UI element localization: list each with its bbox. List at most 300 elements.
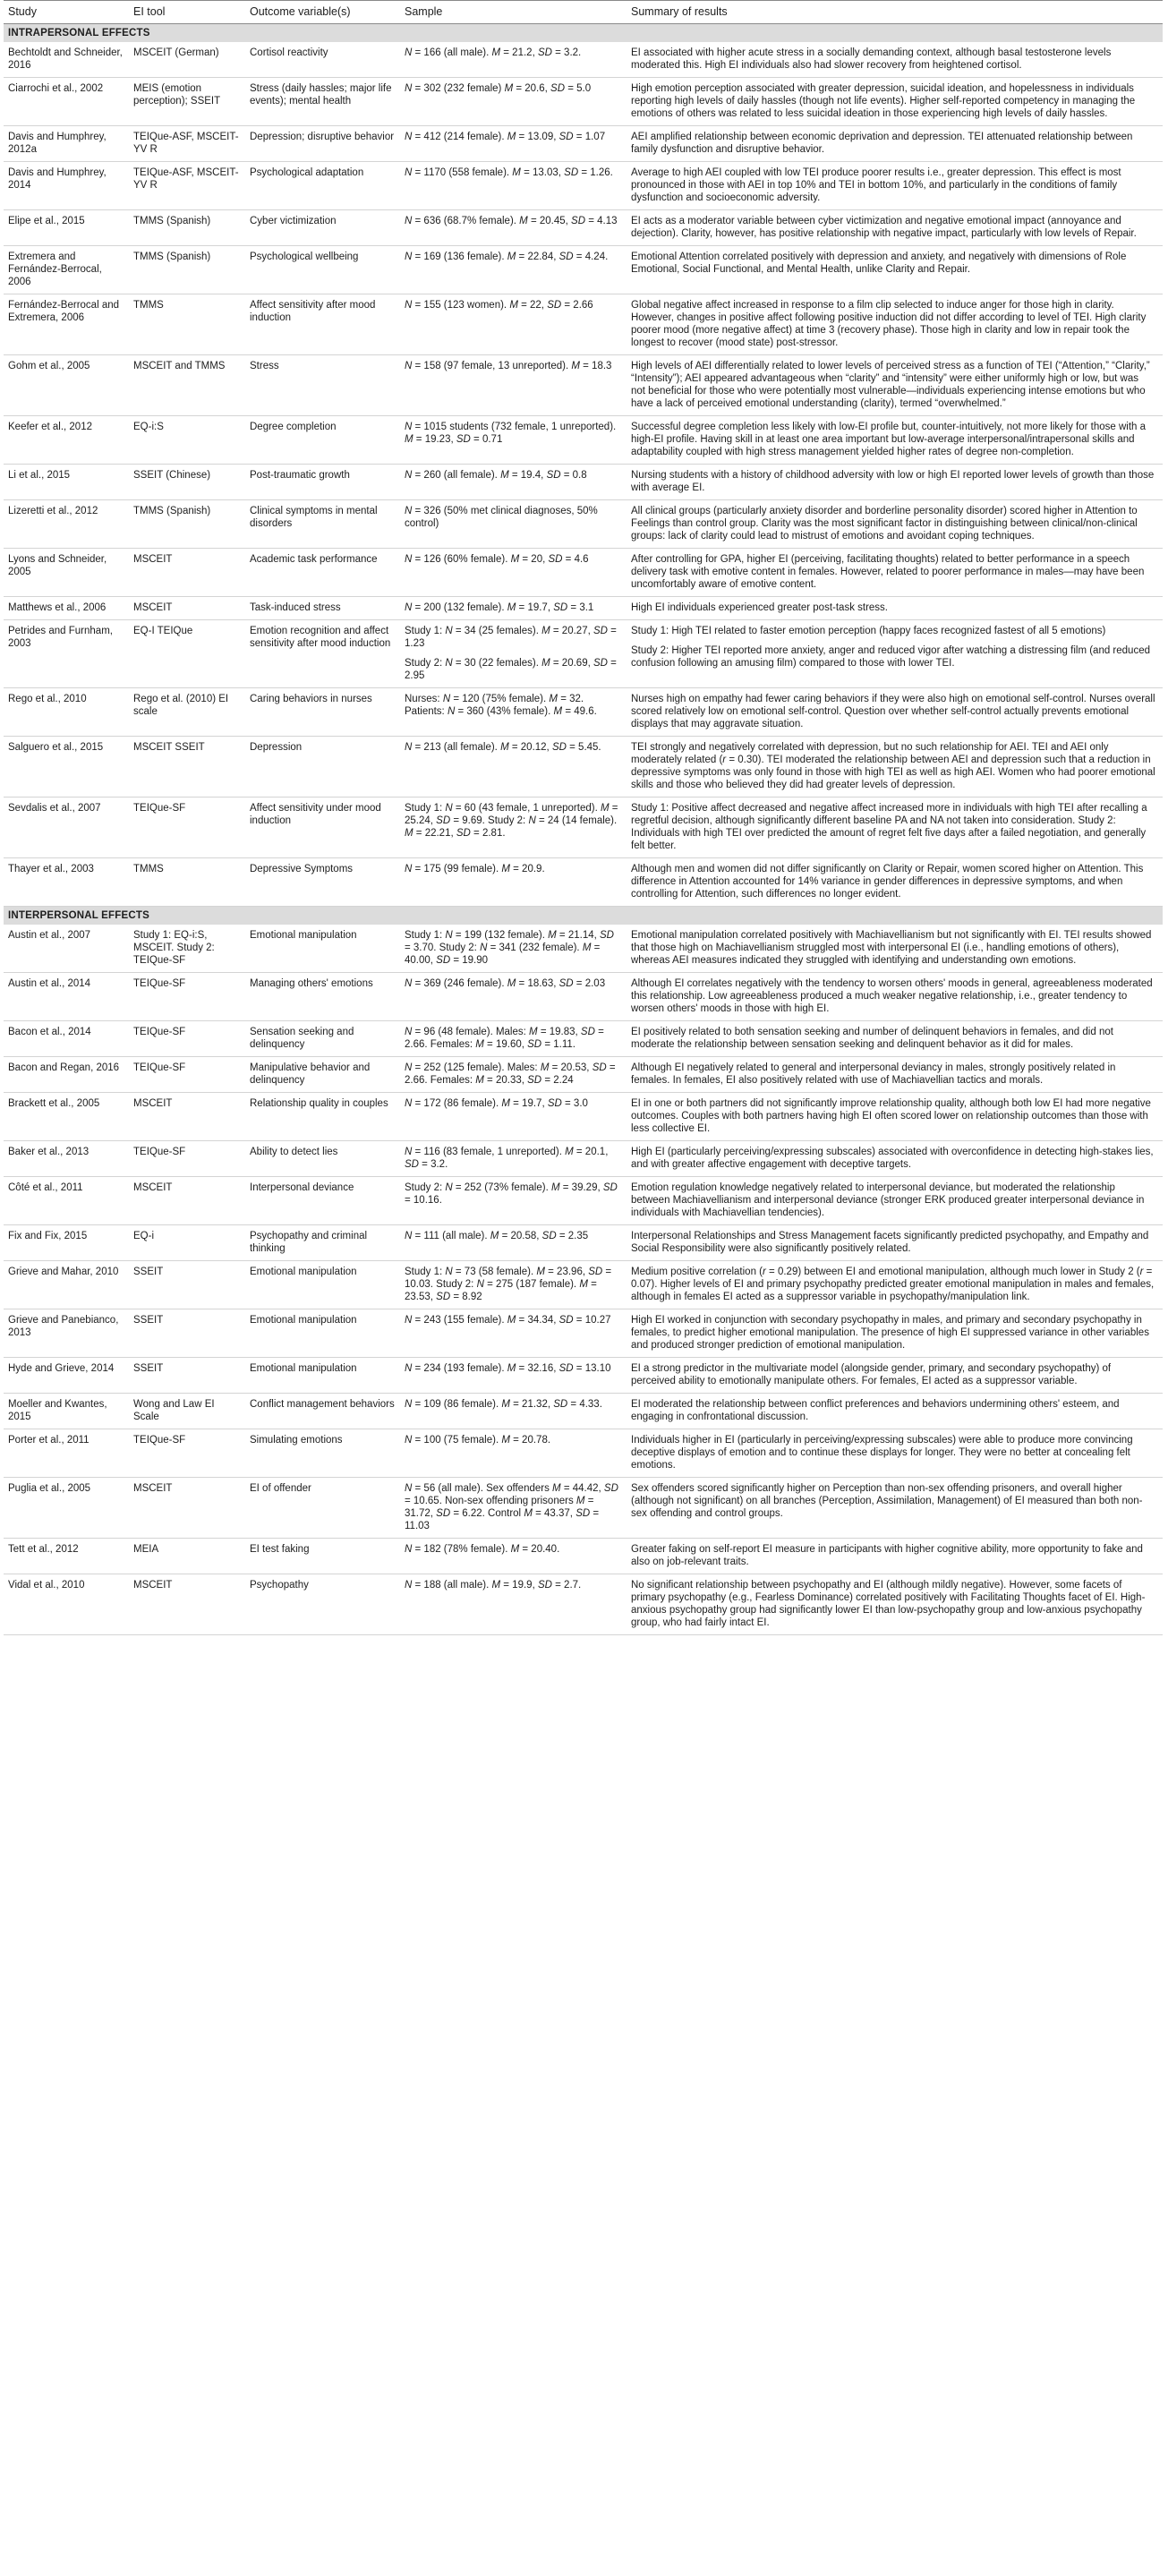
summary-cell-text: EI moderated the relationship between conflict preferences and behaviors undermining others' esteem, and engaging in confrontational discussion. xyxy=(631,1399,1120,1422)
sample-cell-text: N = 96 (48 female). Males: M = 19.83, SD = 2.66. Females: M = 19.60, SD = 1.11. xyxy=(405,1027,604,1050)
table-row xyxy=(4,737,1163,798)
outcome-cell xyxy=(245,688,400,737)
ei-tool-cell-text: TMMS (Spanish) xyxy=(133,216,211,226)
study-cell-text: Elipe et al., 2015 xyxy=(8,216,85,226)
studies-table xyxy=(4,0,1163,1635)
summary-cell-text: Although EI correlates negatively with the tendency to worsen others' moods in general, agreeableness moderated this relationship. Low agreeableness produced a much weaker negative relationship, i.e., greater tendency to worsen others' moods in those with high EI. xyxy=(631,978,1153,1014)
ei-tool-cell xyxy=(129,858,245,907)
ei-tool-cell xyxy=(129,126,245,162)
study-cell xyxy=(4,1478,129,1539)
sample-cell xyxy=(400,1574,627,1635)
sample-cell-text: N = 111 (all male). M = 20.58, SD = 2.35 xyxy=(405,1231,589,1241)
sample-cell-text: Study 2: N = 252 (73% female). M = 39.29, SD = 10.16. xyxy=(405,1182,618,1206)
ei-tool-cell xyxy=(129,1261,245,1309)
study-cell-text: Ciarrochi et al., 2002 xyxy=(8,83,104,94)
sample-cell-text: N = 188 (all male). M = 19.9, SD = 2.7. xyxy=(405,1580,582,1591)
sample-cell-text: Study 1: N = 34 (25 females). M = 20.27, SD = 1.23 xyxy=(405,626,617,649)
summary-cell-text: Successful degree completion less likely with low-EI profile but, counter-intuitively, not more likely for those with a high-EI profile. Having skill in at least one area important but low-average interpersonal/intrapersonal skills and adaptability coupled with high stress management yielded higher rates of degree non-completion. xyxy=(631,422,1147,457)
study-cell xyxy=(4,925,129,973)
study-cell-text: Davis and Humphrey, 2012a xyxy=(8,132,107,155)
study-cell-text: Sevdalis et al., 2007 xyxy=(8,803,101,814)
ei-tool-cell-text: MEIA xyxy=(133,1544,159,1555)
study-cell xyxy=(4,1141,129,1177)
outcome-cell-text: Affect sensitivity after mood induction xyxy=(250,300,376,323)
ei-tool-cell-text: TEIQue-SF xyxy=(133,1027,186,1037)
section-title: INTRAPERSONAL EFFECTS xyxy=(4,24,1163,43)
study-cell-text: Tett et al., 2012 xyxy=(8,1544,79,1555)
outcome-cell xyxy=(245,737,400,798)
ei-tool-cell-text: TEIQue-SF xyxy=(133,1435,186,1446)
sample-cell-text: N = 243 (155 female). M = 34.34, SD = 10.27 xyxy=(405,1315,611,1326)
sample-cell xyxy=(400,925,627,973)
sample-cell-text: N = 412 (214 female). M = 13.09, SD = 1.07 xyxy=(405,132,606,142)
outcome-cell xyxy=(245,798,400,858)
table-row xyxy=(4,1394,1163,1429)
outcome-cell-text: Affect sensitivity under mood induction xyxy=(250,803,381,826)
ei-tool-cell xyxy=(129,688,245,737)
outcome-cell xyxy=(245,500,400,549)
table-row xyxy=(4,1358,1163,1394)
summary-cell xyxy=(627,549,1163,597)
sample-cell-text: Study 1: N = 73 (58 female). M = 23.96, SD = 10.03. Study 2: N = 275 (187 female). M = 23.53, SD = 8.92 xyxy=(405,1267,612,1302)
study-cell xyxy=(4,42,129,78)
outcome-cell xyxy=(245,210,400,246)
study-cell-text: Lyons and Schneider, 2005 xyxy=(8,554,107,577)
outcome-cell xyxy=(245,78,400,126)
ei-tool-cell-text: Rego et al. (2010) EI scale xyxy=(133,694,229,717)
summary-cell xyxy=(627,162,1163,210)
study-cell xyxy=(4,246,129,294)
outcome-cell-text: Task-induced stress xyxy=(250,602,341,613)
outcome-cell xyxy=(245,294,400,355)
summary-cell xyxy=(627,1429,1163,1478)
ei-tool-cell-text: MEIS (emotion perception); SSEIT xyxy=(133,83,221,107)
sample-cell-text: N = 155 (123 women). M = 22, SD = 2.66 xyxy=(405,300,593,311)
study-cell xyxy=(4,1057,129,1093)
summary-cell-text: Emotional Attention correlated positively with depression and anxiety, and negatively with dimensions of Role Emotional, Social Functional, and Mental Health, unlike Clarity and Repair. xyxy=(631,252,1127,275)
ei-tool-cell-text: MSCEIT xyxy=(133,1098,173,1109)
table-row xyxy=(4,210,1163,246)
sample-cell xyxy=(400,355,627,416)
study-cell-text: Lizeretti et al., 2012 xyxy=(8,506,98,516)
table-header xyxy=(4,1,1163,24)
column-header-summary: Summary of results xyxy=(627,1,1163,24)
summary-cell-text: EI associated with higher acute stress in a socially demanding context, although basal testosterone levels moderated this. High EI individuals also had slower recovery from heightened cortisol. xyxy=(631,47,1112,71)
summary-cell xyxy=(627,973,1163,1021)
outcome-cell-text: Simulating emotions xyxy=(250,1435,343,1446)
study-cell xyxy=(4,1093,129,1141)
sample-cell-text-2: Study 2: N = 30 (22 females). M = 20.69, SD = 2.95 xyxy=(405,658,617,681)
sample-cell-text: N = 234 (193 female). M = 32.16, SD = 13.10 xyxy=(405,1363,611,1374)
outcome-cell xyxy=(245,1261,400,1309)
summary-cell-text: Emotion regulation knowledge negatively related to interpersonal deviance, but moderated the relationship between Machiavellianism and interpersonal deviance (stronger ERK produced greater interpersonal deviance in individuals with Machiavellian tendencies). xyxy=(631,1182,1145,1218)
study-cell-text: Fix and Fix, 2015 xyxy=(8,1231,88,1241)
study-cell-text: Côté et al., 2011 xyxy=(8,1182,83,1193)
outcome-cell-text: Depressive Symptoms xyxy=(250,864,354,874)
table-row xyxy=(4,162,1163,210)
table-row xyxy=(4,294,1163,355)
outcome-cell xyxy=(245,416,400,465)
study-cell-text: Brackett et al., 2005 xyxy=(8,1098,100,1109)
table-row xyxy=(4,1429,1163,1478)
ei-tool-cell-text: SSEIT xyxy=(133,1363,164,1374)
ei-tool-cell-text: TEIQue-SF xyxy=(133,1062,186,1073)
study-cell-text: Davis and Humphrey, 2014 xyxy=(8,167,107,191)
table-row xyxy=(4,1177,1163,1225)
outcome-cell-text: Conflict management behaviors xyxy=(250,1399,395,1410)
study-cell xyxy=(4,737,129,798)
table-row xyxy=(4,1539,1163,1574)
ei-tool-cell xyxy=(129,1478,245,1539)
study-cell xyxy=(4,1225,129,1261)
ei-tool-cell-text: MSCEIT xyxy=(133,602,173,613)
sample-cell-text: N = 182 (78% female). M = 20.40. xyxy=(405,1544,560,1555)
study-cell xyxy=(4,1021,129,1057)
summary-cell-text: Study 1: High TEI related to faster emotion perception (happy faces recognized fastest of all 5 emotions) xyxy=(631,626,1106,636)
outcome-cell-text: Stress (daily hassles; major life events); mental health xyxy=(250,83,392,107)
ei-tool-cell xyxy=(129,1394,245,1429)
ei-tool-cell-text: SSEIT xyxy=(133,1267,164,1277)
ei-tool-cell xyxy=(129,1574,245,1635)
outcome-cell-text: Emotional manipulation xyxy=(250,1363,357,1374)
ei-tool-cell-text: TMMS xyxy=(133,864,164,874)
sample-cell xyxy=(400,1225,627,1261)
study-cell xyxy=(4,126,129,162)
outcome-cell xyxy=(245,42,400,78)
sample-cell xyxy=(400,1261,627,1309)
sample-cell xyxy=(400,858,627,907)
outcome-cell xyxy=(245,1429,400,1478)
outcome-cell xyxy=(245,1225,400,1261)
summary-cell-text: EI positively related to both sensation seeking and number of delinquent behaviors in females, and did not moderate the relationship between sensation seeking and delinquent behavior as it did for males. xyxy=(631,1027,1113,1050)
summary-cell xyxy=(627,1574,1163,1635)
ei-tool-cell xyxy=(129,925,245,973)
outcome-cell xyxy=(245,597,400,620)
ei-tool-cell xyxy=(129,1021,245,1057)
ei-tool-cell-text: Wong and Law EI Scale xyxy=(133,1399,215,1422)
sample-cell xyxy=(400,1394,627,1429)
ei-tool-cell xyxy=(129,798,245,858)
table-row xyxy=(4,925,1163,973)
sample-cell xyxy=(400,416,627,465)
outcome-cell-text: Psychological adaptation xyxy=(250,167,364,178)
outcome-cell-text: Ability to detect lies xyxy=(250,1147,338,1157)
sample-cell-text: N = 1015 students (732 female, 1 unreported). M = 19.23, SD = 0.71 xyxy=(405,422,617,445)
sample-cell-text: N = 175 (99 female). M = 20.9. xyxy=(405,864,545,874)
ei-tool-cell-text: MSCEIT xyxy=(133,1182,173,1193)
summary-cell xyxy=(627,798,1163,858)
sample-cell-text: N = 326 (50% met clinical diagnoses, 50% control) xyxy=(405,506,598,529)
outcome-cell xyxy=(245,1177,400,1225)
sample-cell xyxy=(400,973,627,1021)
outcome-cell xyxy=(245,925,400,973)
summary-cell xyxy=(627,246,1163,294)
study-cell-text: Puglia et al., 2005 xyxy=(8,1483,91,1494)
study-cell-text: Keefer et al., 2012 xyxy=(8,422,92,432)
summary-cell xyxy=(627,1309,1163,1358)
table-row xyxy=(4,78,1163,126)
sample-cell xyxy=(400,1429,627,1478)
outcome-cell-text: Psychopathy and criminal thinking xyxy=(250,1231,368,1254)
sample-cell xyxy=(400,1309,627,1358)
summary-cell-text: Sex offenders scored significantly higher on Perception than non-sex offending prisoners, and overall higher (although not significant) on all branches (Perception, Assimilation, Management) of EI measured than both non-sex offending and control groups. xyxy=(631,1483,1143,1519)
sample-cell-text: N = 126 (60% female). M = 20, SD = 4.6 xyxy=(405,554,589,565)
outcome-cell-text: Cyber victimization xyxy=(250,216,337,226)
sample-cell-text: N = 109 (86 female). M = 21.32, SD = 4.33. xyxy=(405,1399,602,1410)
summary-cell xyxy=(627,500,1163,549)
outcome-cell-text: Depression xyxy=(250,742,303,753)
table-row xyxy=(4,465,1163,500)
summary-cell-text: After controlling for GPA, higher EI (perceiving, facilitating thoughts) related to better performance in a speech delivery task with emotive content in females. However, related to poorer performance in males—may have been uncomfortably aware of emotive content. xyxy=(631,554,1145,590)
table-row xyxy=(4,1309,1163,1358)
study-cell-text: Fernández-Berrocal and Extremera, 2006 xyxy=(8,300,120,323)
ei-tool-cell-text: TEIQue-SF xyxy=(133,1147,186,1157)
ei-tool-cell xyxy=(129,500,245,549)
outcome-cell xyxy=(245,1478,400,1539)
ei-tool-cell xyxy=(129,210,245,246)
summary-cell-text: No significant relationship between psychopathy and EI (although mildly negative). However, some facets of primary psychopathy (e.g., Fearless Dominance) correlated positively with Facilitating Thoughts facet of EI. High-anxious psychopathy group had significantly lower EI than low-psychopathy group and low-anxious psychopathy group, who had fairly intact EI. xyxy=(631,1580,1146,1628)
study-cell xyxy=(4,1358,129,1394)
ei-tool-cell-text: MSCEIT xyxy=(133,1580,173,1591)
summary-cell-text: Global negative affect increased in response to a film clip selected to induce anger for those high in clarity. However, changes in positive affect following positive induction did not differ according to level of TEI. High clarity poorer mood (more negative affect) at time 3 (recovery phase). Those high in clarity and low in repair took the longest to recover (mood state) post-stressor. xyxy=(631,300,1147,348)
ei-tool-cell xyxy=(129,355,245,416)
summary-cell xyxy=(627,465,1163,500)
summary-cell xyxy=(627,1394,1163,1429)
summary-cell xyxy=(627,210,1163,246)
sample-cell xyxy=(400,1141,627,1177)
summary-cell-text-2: Study 2: Higher TEI reported more anxiety, anger and reduced vigor after watching a distressing film (and reduced confusion following an amusing film) compared to those with lower TEI. xyxy=(631,645,1150,669)
table-row xyxy=(4,597,1163,620)
outcome-cell-text: Academic task performance xyxy=(250,554,378,565)
outcome-cell-text: Manipulative behavior and delinquency xyxy=(250,1062,371,1086)
study-cell-text: Bacon and Regan, 2016 xyxy=(8,1062,120,1073)
summary-cell xyxy=(627,1478,1163,1539)
ei-tool-cell-text: TEIQue-SF xyxy=(133,803,186,814)
ei-tool-cell xyxy=(129,1057,245,1093)
outcome-cell-text: Degree completion xyxy=(250,422,337,432)
sample-cell-text: N = 302 (232 female) M = 20.6, SD = 5.0 xyxy=(405,83,592,94)
sample-cell-text: N = 158 (97 female, 13 unreported). M = 18.3 xyxy=(405,361,612,371)
outcome-cell-text: Caring behaviors in nurses xyxy=(250,694,372,704)
table-row xyxy=(4,500,1163,549)
study-cell xyxy=(4,1309,129,1358)
outcome-cell xyxy=(245,1394,400,1429)
study-cell-text: Grieve and Mahar, 2010 xyxy=(8,1267,119,1277)
outcome-cell xyxy=(245,1574,400,1635)
outcome-cell-text: Sensation seeking and delinquency xyxy=(250,1027,354,1050)
study-cell-text: Baker et al., 2013 xyxy=(8,1147,90,1157)
summary-cell-text: Nursing students with a history of childhood adversity with low or high EI reported lower levels of growth than those with average EI. xyxy=(631,470,1155,493)
summary-cell-text: Medium positive correlation (r = 0.29) between EI and emotional manipulation, although much lower in Study 2 (r = 0.07). Higher levels of EI and primary psychopathy predicted greater emotional manipulation in males and females, although in females EI acted as a suppressor variable in psychopathy/manipulation link. xyxy=(631,1267,1155,1302)
summary-cell xyxy=(627,294,1163,355)
ei-tool-cell-text: MSCEIT SSEIT xyxy=(133,742,205,753)
sample-cell xyxy=(400,549,627,597)
summary-cell-text: EI acts as a moderator variable between cyber victimization and negative emotional impact (annoyance and dejection). Clarity, however, has positive relationship with negative impact, particularly with low levels of Repair. xyxy=(631,216,1137,239)
sample-cell xyxy=(400,126,627,162)
summary-cell xyxy=(627,1358,1163,1394)
table-row xyxy=(4,1225,1163,1261)
ei-tool-cell-text: MSCEIT xyxy=(133,554,173,565)
ei-tool-cell xyxy=(129,737,245,798)
ei-tool-cell xyxy=(129,1309,245,1358)
header-row xyxy=(4,1,1163,24)
study-cell-text: Grieve and Panebianco, 2013 xyxy=(8,1315,119,1338)
study-cell xyxy=(4,78,129,126)
outcome-cell-text: Psychological wellbeing xyxy=(250,252,359,262)
ei-tool-cell-text: MSCEIT and TMMS xyxy=(133,361,226,371)
table-body xyxy=(4,24,1163,1635)
outcome-cell xyxy=(245,1021,400,1057)
study-cell xyxy=(4,416,129,465)
sample-cell xyxy=(400,688,627,737)
summary-cell-text: High EI individuals experienced greater post-task stress. xyxy=(631,602,889,613)
outcome-cell xyxy=(245,973,400,1021)
study-cell xyxy=(4,858,129,907)
ei-tool-cell-text: TEIQue-SF xyxy=(133,978,186,989)
outcome-cell-text: EI of offender xyxy=(250,1483,311,1494)
study-cell xyxy=(4,620,129,688)
ei-tool-cell xyxy=(129,42,245,78)
study-cell xyxy=(4,1177,129,1225)
sample-cell xyxy=(400,1093,627,1141)
sample-cell xyxy=(400,465,627,500)
sample-cell xyxy=(400,1358,627,1394)
summary-cell xyxy=(627,737,1163,798)
sample-cell-text: N = 636 (68.7% female). M = 20.45, SD = 4.13 xyxy=(405,216,618,226)
summary-cell xyxy=(627,597,1163,620)
outcome-cell xyxy=(245,858,400,907)
table-row xyxy=(4,246,1163,294)
summary-cell xyxy=(627,78,1163,126)
ei-tool-cell xyxy=(129,597,245,620)
sample-cell xyxy=(400,162,627,210)
study-cell-text: Bechtoldt and Schneider, 2016 xyxy=(8,47,123,71)
summary-cell xyxy=(627,1261,1163,1309)
sample-cell xyxy=(400,1539,627,1574)
summary-cell xyxy=(627,1177,1163,1225)
table-row xyxy=(4,798,1163,858)
summary-cell-text: High emotion perception associated with greater depression, suicidal ideation, and hopelessness in individuals reporting high levels of daily hassles (though not life events). Higher self-reported competency in managing the emotions of others was related to less suicidal ideation in those experiencing high levels of daily hassles. xyxy=(631,83,1136,119)
summary-cell xyxy=(627,1021,1163,1057)
summary-cell xyxy=(627,1093,1163,1141)
table-row xyxy=(4,1021,1163,1057)
table-row xyxy=(4,355,1163,416)
outcome-cell-text: Emotional manipulation xyxy=(250,1267,357,1277)
ei-tool-cell-text: MSCEIT (German) xyxy=(133,47,219,58)
section-header-row xyxy=(4,907,1163,925)
ei-tool-cell-text: EQ-i xyxy=(133,1231,154,1241)
summary-cell xyxy=(627,688,1163,737)
sample-cell-text: N = 100 (75 female). M = 20.78. xyxy=(405,1435,551,1446)
ei-tool-cell xyxy=(129,416,245,465)
summary-cell-text: Average to high AEI coupled with low TEI produce poorer results i.e., greater depression. This effect is most pronounced in those with AEI in top 10% and TEI in bottom 10%, and particularly in the conditions of family dysfunction and socioeconomic adversity. xyxy=(631,167,1121,203)
sample-cell xyxy=(400,210,627,246)
study-cell-text: Petrides and Furnham, 2003 xyxy=(8,626,113,649)
table-row xyxy=(4,973,1163,1021)
summary-cell-text: High EI (particularly perceiving/expressing subscales) associated with overconfidence in detecting high-stakes lies, and with greater affective engagement with deceptive targets. xyxy=(631,1147,1154,1170)
study-cell-text: Gohm et al., 2005 xyxy=(8,361,90,371)
outcome-cell xyxy=(245,1539,400,1574)
sample-cell xyxy=(400,1177,627,1225)
sample-cell-text: N = 260 (all female). M = 19.4, SD = 0.8 xyxy=(405,470,587,481)
ei-tool-cell xyxy=(129,1141,245,1177)
table-row xyxy=(4,1261,1163,1309)
table-row xyxy=(4,1478,1163,1539)
column-header-study: Study xyxy=(4,1,129,24)
outcome-cell-text: Cortisol reactivity xyxy=(250,47,328,58)
summary-cell xyxy=(627,1539,1163,1574)
table-row xyxy=(4,858,1163,907)
ei-tool-cell-text: MSCEIT xyxy=(133,1483,173,1494)
sample-cell xyxy=(400,798,627,858)
sample-cell xyxy=(400,1478,627,1539)
outcome-cell xyxy=(245,126,400,162)
ei-tool-cell xyxy=(129,465,245,500)
study-cell-text: Li et al., 2015 xyxy=(8,470,71,481)
sample-cell xyxy=(400,78,627,126)
study-cell-text: Matthews et al., 2006 xyxy=(8,602,107,613)
table-row xyxy=(4,688,1163,737)
study-cell xyxy=(4,798,129,858)
study-cell xyxy=(4,1394,129,1429)
ei-tool-cell-text: EQ-i:S xyxy=(133,422,164,432)
ei-tool-cell xyxy=(129,1225,245,1261)
sample-cell xyxy=(400,294,627,355)
study-cell-text: Hyde and Grieve, 2014 xyxy=(8,1363,115,1374)
summary-cell-text: Greater faking on self-report EI measure in participants with higher cognitive ability, more opportunity to fake and also on job-relevant traits. xyxy=(631,1544,1143,1567)
summary-cell xyxy=(627,1141,1163,1177)
outcome-cell xyxy=(245,355,400,416)
ei-tool-cell xyxy=(129,620,245,688)
table-row xyxy=(4,126,1163,162)
ei-tool-cell xyxy=(129,1539,245,1574)
study-cell xyxy=(4,688,129,737)
outcome-cell-text: Emotion recognition and affect sensitivity after mood induction xyxy=(250,626,391,649)
sample-cell-text: N = 1170 (558 female). M = 13.03, SD = 1.26. xyxy=(405,167,613,178)
table-row xyxy=(4,416,1163,465)
summary-cell-text: Although EI negatively related to general and interpersonal deviancy in males, strongly positively related in females. In females, EI also positively related with use of Machiavellian tactics and morals. xyxy=(631,1062,1116,1086)
outcome-cell-text: EI test faking xyxy=(250,1544,310,1555)
outcome-cell xyxy=(245,162,400,210)
study-cell-text: Bacon et al., 2014 xyxy=(8,1027,91,1037)
study-cell xyxy=(4,1574,129,1635)
outcome-cell xyxy=(245,1141,400,1177)
study-cell-text: Moeller and Kwantes, 2015 xyxy=(8,1399,107,1422)
summary-cell xyxy=(627,1225,1163,1261)
summary-cell xyxy=(627,858,1163,907)
summary-cell-text: TEI strongly and negatively correlated with depression, but no such relationship for AEI. TEI and AEI only moderately related (r = 0.30). TEI moderated the relationship between AEI and depression such that a reduction in depressive symptoms was only found in those with high TEI as well as high AEI. Women who had poorer emotional skills and those who believed they did had greater levels of depression. xyxy=(631,742,1155,790)
sample-cell-text: Nurses: N = 120 (75% female). M = 32. Patients: N = 360 (43% female). M = 49.6. xyxy=(405,694,597,717)
ei-tool-cell xyxy=(129,1429,245,1478)
sample-cell-text: N = 213 (all female). M = 20.12, SD = 5.45. xyxy=(405,742,601,753)
outcome-cell-text: Interpersonal deviance xyxy=(250,1182,354,1193)
table-row xyxy=(4,42,1163,78)
outcome-cell xyxy=(245,549,400,597)
summary-cell-text: Although men and women did not differ significantly on Clarity or Repair, women scored higher on Attention. This difference in Attention accounted for 14% variance in gender differences in depressive symptoms, and when controlling for Attention, such differences no longer evident. xyxy=(631,864,1144,900)
study-cell xyxy=(4,973,129,1021)
outcome-cell-text: Psychopathy xyxy=(250,1580,309,1591)
study-cell xyxy=(4,465,129,500)
study-cell xyxy=(4,1429,129,1478)
summary-cell xyxy=(627,925,1163,973)
outcome-cell-text: Depression; disruptive behavior xyxy=(250,132,395,142)
outcome-cell xyxy=(245,1358,400,1394)
ei-tool-cell-text: TEIQue-ASF, MSCEIT-YV R xyxy=(133,132,239,155)
study-cell xyxy=(4,162,129,210)
summary-cell xyxy=(627,126,1163,162)
study-cell-text: Austin et al., 2007 xyxy=(8,930,91,941)
sample-cell-text: N = 169 (136 female). M = 22.84, SD = 4.24. xyxy=(405,252,609,262)
